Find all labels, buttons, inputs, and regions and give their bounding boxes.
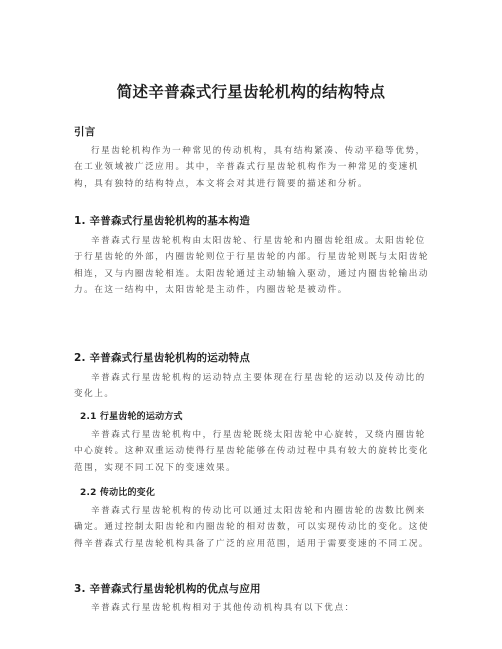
intro-paragraph: 行星齿轮机构作为一种常见的传动机构，具有结构紧凑、传动平稳等优势，在工业领域被广泛应用。其中，辛普森式行星齿轮机构作为一种常见的变速机构，具有独特的结构特点，本文将会对其进行简要的描述和分析。	[74, 146, 426, 189]
section-2-1-paragraph: 辛普森式行星齿轮机构中，行星齿轮既绕太阳齿轮中心旋转，又绕内圈齿轮中心旋转。这种双重运动使得行星齿轮能够在传动过程中具有较大的旋转比变化范围，实现不同工况下的变速效果。	[74, 430, 430, 473]
section-1-heading: 1. 辛普森式行星齿轮机构的基本构造	[74, 215, 251, 227]
section-1-paragraph: 辛普森式行星齿轮机构由太阳齿轮、行星齿轮和内圈齿轮组成。太阳齿轮位于行星齿轮的外部，内圈齿轮则位于行星齿轮的内部。行星齿轮则既与太阳齿轮相连，又与内圈齿轮相连。太阳齿轮通过主动轴输入驱动，通过内圈齿轮输出动力。在这一结构中，太阳齿轮是主动件，内圈齿轮是被动件。	[74, 236, 430, 296]
section-2-paragraph: 辛普森式行星齿轮机构的运动特点主要体现在行星齿轮的运动以及传动比的变化上。	[74, 373, 426, 400]
intro-heading: 引言	[74, 126, 96, 138]
section-3-paragraph: 辛普森式行星齿轮机构相对于其他传动机构具有以下优点：	[91, 603, 355, 613]
section-2-2-heading: 2.2 传动比的变化	[80, 488, 156, 498]
section-2-heading: 2. 辛普森式行星齿轮机构的运动特点	[74, 352, 251, 364]
section-3-heading: 3. 辛普森式行星齿轮机构的优点与应用	[74, 583, 261, 595]
section-2-1-heading: 2.1 行星齿轮的运动方式	[80, 412, 183, 422]
section-2-2-paragraph: 辛普森式行星齿轮机构的传动比可以通过太阳齿轮和内圈齿轮的齿数比例来确定。通过控制太阳齿轮和内圈齿轮的相对齿数，可以实现传动比的变化。这使得辛普森式行星齿轮机构具备了广泛的应用范围，适用于需要变速的不同工况。	[74, 506, 430, 549]
document-title: 简述辛普森式行星齿轮机构的结构特点	[116, 83, 386, 101]
